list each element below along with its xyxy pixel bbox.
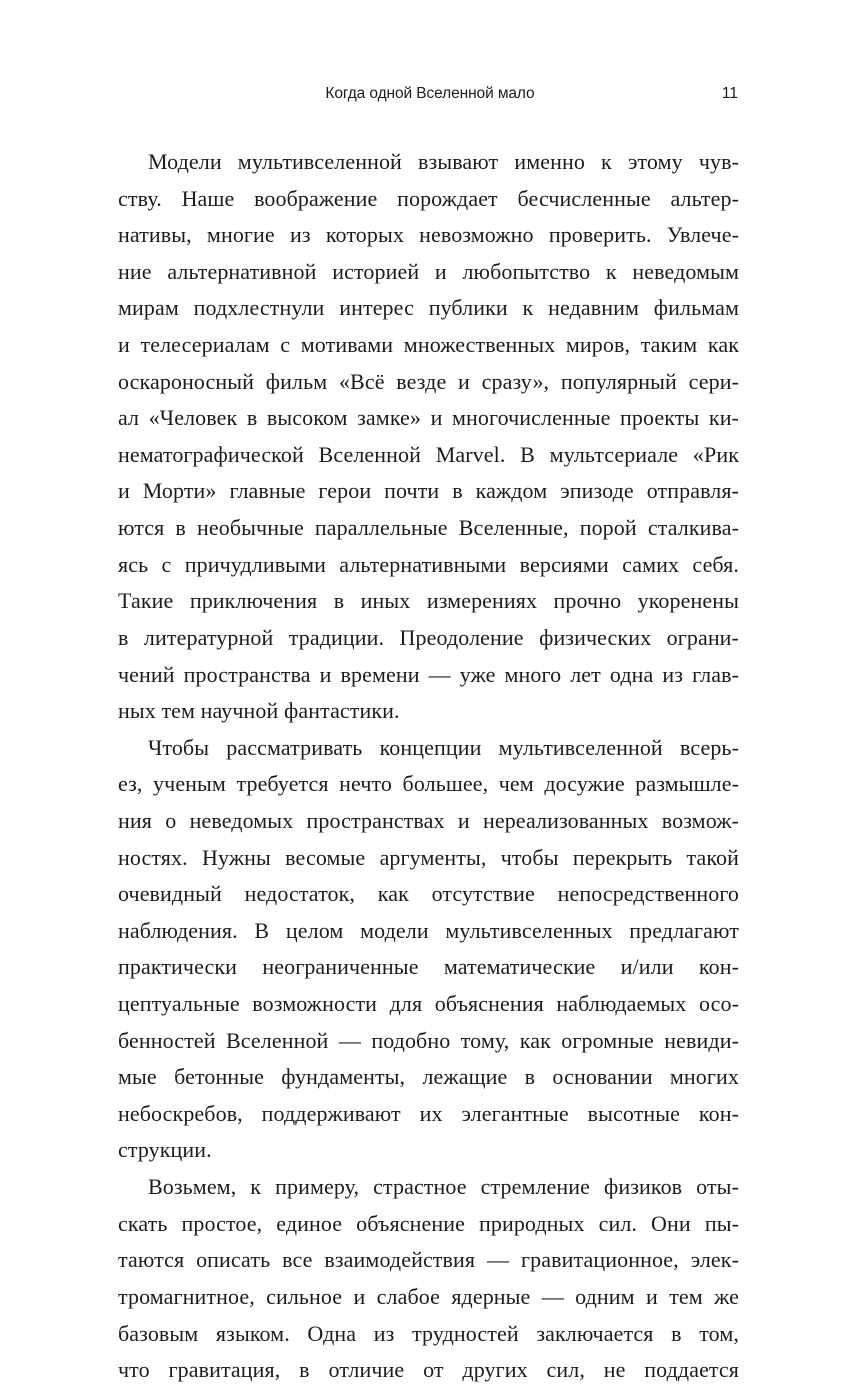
text-line: Модели мультивселенной взывают именно к этому чув- — [148, 149, 739, 174]
text-line: ясь с причудливыми альтернативными версиями самих себя. — [118, 551, 739, 577]
running-header — [0, 82, 856, 106]
text-line: ностях. Нужны весомые аргументы, чтобы перекрыть такой — [118, 844, 739, 870]
text-line: нативы, многие из которых невозможно проверить. Увлече- — [118, 222, 739, 248]
text-line: что гравитация, в отличие от других сил, не поддается — [118, 1357, 739, 1383]
text-line: в литературной традиции. Преодоление физических ограни- — [118, 624, 739, 650]
text-line: цептуальные возможности для объяснения наблюдаемых осо- — [118, 991, 739, 1017]
text-line: ния о неведомых пространствах и нереализованных возмож- — [118, 807, 739, 833]
text-line: ез, ученым требуется нечто большее, чем досужие размышле- — [118, 771, 739, 797]
text-line: небоскребов, поддерживают их элегантные высотные кон- — [118, 1100, 739, 1126]
text-line: ных тем научной фантастики. — [118, 698, 400, 724]
text-line: и телесериалам с мотивами множественных миров, таким как — [118, 332, 739, 358]
text-line: Возьмем, к примеру, страстное стремление физиков оты- — [148, 1174, 739, 1200]
running-title: Когда одной Вселенной мало — [325, 85, 535, 102]
text-line: Чтобы рассматривать концепции мультивселенной всерь- — [148, 734, 739, 760]
text-line: наблюдения. В целом модели мультивселенных предлагают — [118, 917, 739, 943]
text-line: ству. Наше воображение порождает бесчисленные альтер- — [118, 185, 739, 211]
paragraph-3 — [118, 1169, 739, 1389]
text-line: нематографической Вселенной Marvel. В мультсериале «Рик — [118, 441, 739, 467]
text-line: чений пространства и времени — уже много лет одна из глав- — [118, 661, 739, 687]
text-line: тромагнитное, сильное и слабое ядерные — одним и тем же — [118, 1283, 739, 1309]
paragraph-2 — [118, 730, 739, 1169]
text-line: практически неограниченные математические и/или кон- — [118, 954, 739, 980]
text-line: ются в необычные параллельные Вселенные, порой сталкива- — [118, 515, 739, 541]
paragraph-1 — [118, 144, 739, 730]
text-line: очевидный недостаток, как отсутствие непосредственного — [118, 881, 739, 907]
text-line: таются описать все взаимодействия — гравитационное, элек- — [118, 1247, 739, 1273]
text-line: мые бетонные фундаменты, лежащие в основании многих — [118, 1064, 739, 1090]
text-line: ал «Человек в высоком замке» и многочисленные проекты ки- — [118, 405, 739, 431]
text-line: мирам подхлестнули интерес публики к недавним фильмам — [118, 295, 739, 321]
text-line: базовым языком. Одна из трудностей заключается в том, — [118, 1320, 739, 1346]
body-text — [118, 144, 739, 1389]
text-line: скать простое, единое объяснение природных сил. Они пы- — [118, 1210, 739, 1236]
text-line: ние альтернативной историей и любопытство к неведомым — [118, 258, 739, 284]
text-line: оскароносный фильм «Всё везде и сразу», популярный сери- — [118, 368, 739, 394]
text-line: струкции. — [118, 1137, 212, 1163]
text-line: бенностей Вселенной — подобно тому, как огромные невиди- — [118, 1027, 739, 1053]
text-line: Такие приключения в иных измерениях прочно укоренены — [118, 588, 739, 614]
text-line: и Морти» главные герои почти в каждом эпизоде отправля- — [118, 478, 739, 504]
page-number: 11 — [721, 85, 738, 102]
